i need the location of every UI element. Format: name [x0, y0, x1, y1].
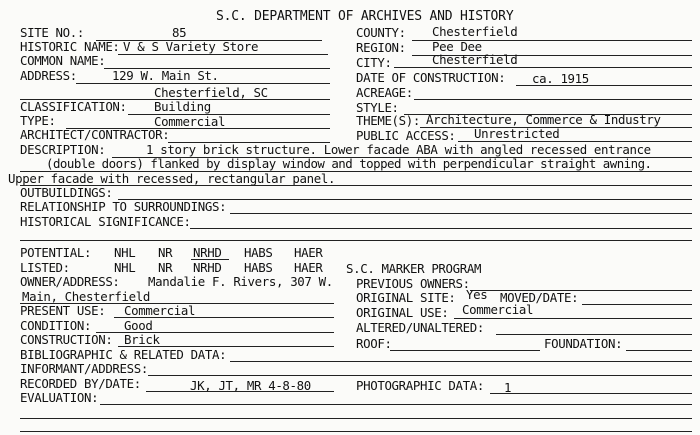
region-value: Pee Dee — [432, 39, 482, 54]
acreage-line — [414, 99, 692, 100]
construction-label: CONSTRUCTION: — [20, 332, 113, 347]
listed-nr: NR — [158, 260, 173, 275]
significance-line — [190, 228, 692, 229]
owner-label: OWNER/ADDRESS: — [20, 274, 120, 289]
city-line — [394, 67, 692, 68]
condition-label: CONDITION: — [20, 318, 92, 333]
informant-label: INFORMANT/ADDRESS: — [20, 361, 148, 376]
public-access-value: Unrestricted — [474, 126, 560, 141]
evaluation-extra-line1 — [20, 418, 692, 419]
public-access-label: PUBLIC ACCESS: — [356, 128, 456, 143]
county-value: Chesterfield — [432, 24, 518, 39]
classification-value: Building — [154, 99, 211, 114]
potential-haer: HAER — [294, 245, 323, 260]
previous-owners-label: PREVIOUS OWNERS: — [356, 276, 470, 291]
description-line2: (double doors) flanked by display window and topped with perpendicular straight awning. — [46, 156, 652, 171]
region-label: REGION: — [356, 40, 406, 55]
themes-label: THEME(S): — [356, 113, 420, 128]
county-label: COUNTY: — [356, 25, 406, 40]
evaluation-label: EVALUATION: — [20, 390, 99, 405]
original-use-line — [454, 318, 692, 319]
potential-nr: NR — [158, 245, 173, 260]
historic-name-value: V & S Variety Store — [123, 39, 259, 54]
site-no-label: SITE NO.: — [20, 25, 84, 40]
moved-date-line — [582, 304, 692, 305]
address-line2: Chesterfield, SC — [154, 85, 268, 100]
evaluation-line — [100, 404, 692, 405]
description-label: DESCRIPTION: — [20, 142, 106, 157]
listed-label: LISTED: — [20, 260, 70, 275]
marker-program-label: S.C. MARKER PROGRAM — [346, 261, 482, 276]
listed-habs: HABS — [244, 260, 273, 275]
condition-value: Good — [124, 318, 153, 333]
recorded-by-line — [146, 391, 334, 392]
description-line1: 1 story brick structure. Lower facade ABA with angled recessed entrance — [146, 142, 651, 157]
date-construction-line — [516, 85, 692, 86]
common-name-label: COMMON NAME: — [20, 53, 106, 68]
moved-date-label: MOVED/DATE: — [500, 290, 579, 305]
evaluation-extra-line2 — [20, 431, 692, 432]
owner-line2: Main, Chesterfield — [22, 289, 150, 304]
potential-label: POTENTIAL: — [20, 245, 92, 260]
photographic-data-value: 1 — [504, 380, 512, 395]
historic-name-line — [118, 54, 328, 55]
city-label: CITY: — [356, 55, 392, 70]
type-label: TYPE: — [20, 113, 56, 128]
construction-value: Brick — [124, 332, 160, 347]
owner-line1: Mandalie F. Rivers, 307 W. — [148, 274, 333, 289]
original-site-label: ORIGINAL SITE: — [356, 290, 456, 305]
original-use-label: ORIGINAL USE: — [356, 305, 449, 320]
original-use-value: Commercial — [462, 302, 534, 317]
description-line3: Upper facade with recessed, rectangular panel. — [8, 171, 336, 186]
type-value: Commercial — [154, 114, 226, 129]
potential-habs: HABS — [244, 245, 273, 260]
acreage-label: ACREAGE: — [356, 85, 413, 100]
relationship-label: RELATIONSHIP TO SURROUNDINGS: — [20, 199, 227, 214]
present-use-value: Commercial — [124, 303, 196, 318]
description-rule3 — [20, 185, 692, 186]
recorded-by-label: RECORDED BY/DATE: — [20, 376, 141, 391]
listed-haer: HAER — [294, 260, 323, 275]
address-line1-rule — [76, 83, 330, 84]
foundation-label: FOUNDATION: — [544, 336, 623, 351]
site-no-value: 85 — [172, 25, 187, 40]
date-construction-value: ca. 1915 — [532, 71, 589, 86]
listed-nhl: NHL — [114, 260, 136, 275]
altered-line — [496, 334, 692, 335]
outbuildings-label: OUTBUILDINGS: — [20, 185, 113, 200]
bibliographic-line — [230, 361, 692, 362]
relationship-line — [230, 213, 692, 214]
city-value: Chesterfield — [432, 52, 518, 67]
significance-extra-line — [20, 240, 692, 241]
address-line1: 129 W. Main St. — [112, 68, 219, 83]
historic-name-label: HISTORIC NAME: — [20, 39, 120, 54]
roof-line — [390, 350, 540, 351]
architect-label: ARCHITECT/CONTRACTOR: — [20, 127, 170, 142]
original-site-value: Yes — [466, 287, 488, 302]
classification-label: CLASSIFICATION: — [20, 99, 127, 114]
potential-nhl: NHL — [114, 245, 136, 260]
potential-nrhd: NRHD — [193, 245, 222, 260]
address-label: ADDRESS: — [20, 68, 77, 83]
themes-value: Architecture, Commerce & Industry — [426, 112, 661, 127]
foundation-line — [626, 350, 692, 351]
present-use-label: PRESENT USE: — [20, 303, 106, 318]
photographic-data-line — [490, 393, 692, 394]
listed-nrhd: NRHD — [193, 260, 222, 275]
photographic-data-label: PHOTOGRAPHIC DATA: — [356, 378, 484, 393]
informant-line — [148, 375, 692, 376]
style-label: STYLE: — [356, 100, 399, 115]
roof-label: ROOF: — [356, 336, 392, 351]
recorded-by-value: JK, JT, MR 4-8-80 — [190, 378, 311, 393]
altered-label: ALTERED/UNALTERED: — [356, 320, 484, 335]
bibliographic-label: BIBLIOGRAPHIC & RELATED DATA: — [20, 347, 227, 362]
significance-label: HISTORICAL SIGNIFICANCE: — [20, 214, 191, 229]
form-title: S.C. DEPARTMENT OF ARCHIVES AND HISTORY — [216, 9, 514, 24]
date-construction-label: DATE OF CONSTRUCTION: — [356, 70, 506, 85]
